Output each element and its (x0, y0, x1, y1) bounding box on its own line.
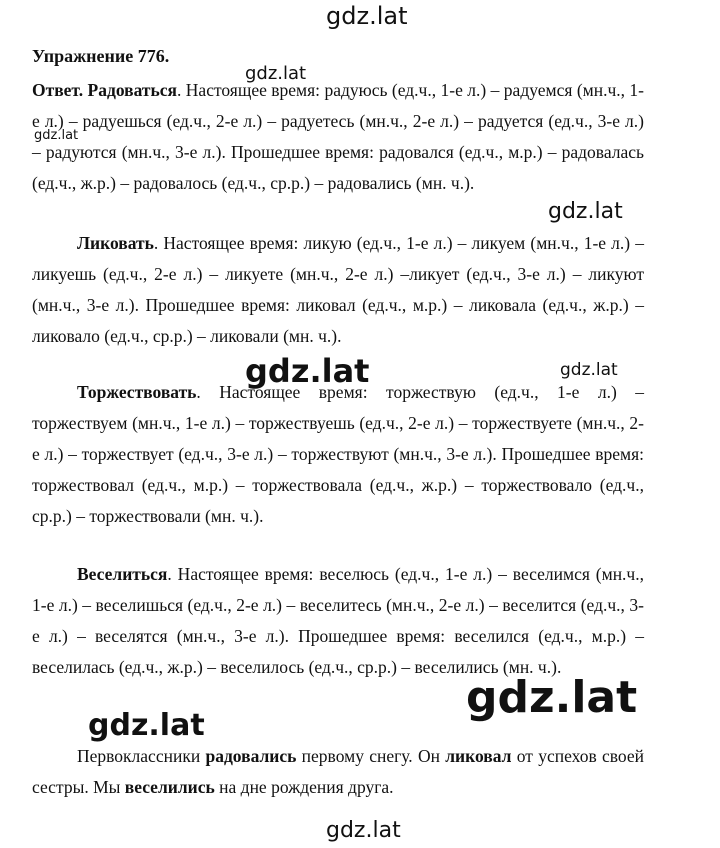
paragraph-text: . Настоящее время: торжествую (ед.ч., 1-е л.) – торжествуем (мн.ч., 1-е л.) – торжествуешь (ед.ч., 2-е л.) – торжествуете (мн.ч., 2-е л.) – торжествует (ед.ч., 3-е л.) – торжествуют (мн.ч., 3-е л.). Прошедшее время: торжествовал (ед.ч., м.р.) – торжествовала (ед.ч., ж.р.) – торжествовало (ед.ч., ср.р.) – торжествовали (мн. ч.). (32, 382, 644, 526)
sentence-text: первому снегу. Он (296, 746, 446, 766)
verb-heading: Радоваться (87, 80, 177, 100)
watermark: gdz.lat (88, 708, 205, 743)
paragraph-torzhestvovat (32, 377, 644, 532)
watermark: gdz.lat (34, 128, 79, 143)
verb-heading: Ликовать (77, 233, 154, 253)
watermark: gdz.lat (548, 199, 623, 224)
watermark-bottom: gdz.lat (326, 818, 401, 843)
watermark: gdz.lat (245, 352, 370, 390)
highlighted-verb: радовались (205, 746, 297, 766)
example-sentences (32, 741, 644, 803)
paragraph-text: . Настоящее время: радуюсь (ед.ч., 1-е л.) – радуемся (мн.ч., 1-е л.) – радуешься (ед.ч., 2-е л.) – радуетесь (мн.ч., 2-е л.) – радуется (ед.ч., 3-е л.) – радуются (мн.ч., 3-е л.). Прошедшее время: радовался (ед.ч., м.р.) – радовалась (ед.ч., ж.р.) – радовалось (ед.ч., ср.р.) – радовались (мн. ч.). (32, 80, 645, 193)
sentence-text: на дне рождения друга. (214, 777, 394, 797)
exercise-title: Упражнение 776. (32, 46, 170, 66)
paragraph-radovatsya (32, 75, 644, 199)
highlighted-verb: веселились (124, 777, 215, 797)
verb-heading: Веселиться (77, 564, 168, 584)
paragraph-likovat (32, 228, 644, 352)
verb-heading: Торжествовать (77, 382, 197, 402)
paragraph-text: . Настоящее время: ликую (ед.ч., 1-е л.) – ликуем (мн.ч., 1-е л.) – ликуешь (ед.ч., 2-е л.) – ликуете (мн.ч., 2-е л.) –ликует (ед.ч., 3-е л.) – ликуют (мн.ч., 3-е л.). Прошедшее время: ликовал (ед.ч., м.р.) – ликовала (ед.ч., ж.р.) – ликовало (ед.ч., ср.р.) – ликовали (мн. ч.). (32, 233, 644, 346)
highlighted-verb: ликовал (445, 746, 512, 766)
watermark: gdz.lat (466, 672, 638, 723)
paragraph-text: . Настоящее время: веселюсь (ед.ч., 1-е л.) – веселимся (мн.ч., 1-е л.) – веселишься (ед.ч., 2-е л.) – веселитесь (мн.ч., 2-е л.) – веселится (ед.ч., 3-е л.) – веселятся (мн.ч., 3-е л.). Прошедшее время: веселился (ед.ч., м.р.) – веселилась (ед.ч., ж.р.) – веселилось (ед.ч., ср.р.) – веселились (мн. ч.). (32, 564, 644, 677)
watermark: gdz.lat (245, 63, 307, 84)
answer-label: Ответ. (32, 80, 84, 100)
watermark-top: gdz.lat (326, 2, 408, 30)
sentence-text: Первоклассники (77, 746, 206, 766)
watermark: gdz.lat (560, 360, 618, 380)
sentence-text: от успехов своей сестры. Мы (32, 746, 644, 797)
paragraph-veselitsya (32, 559, 644, 683)
